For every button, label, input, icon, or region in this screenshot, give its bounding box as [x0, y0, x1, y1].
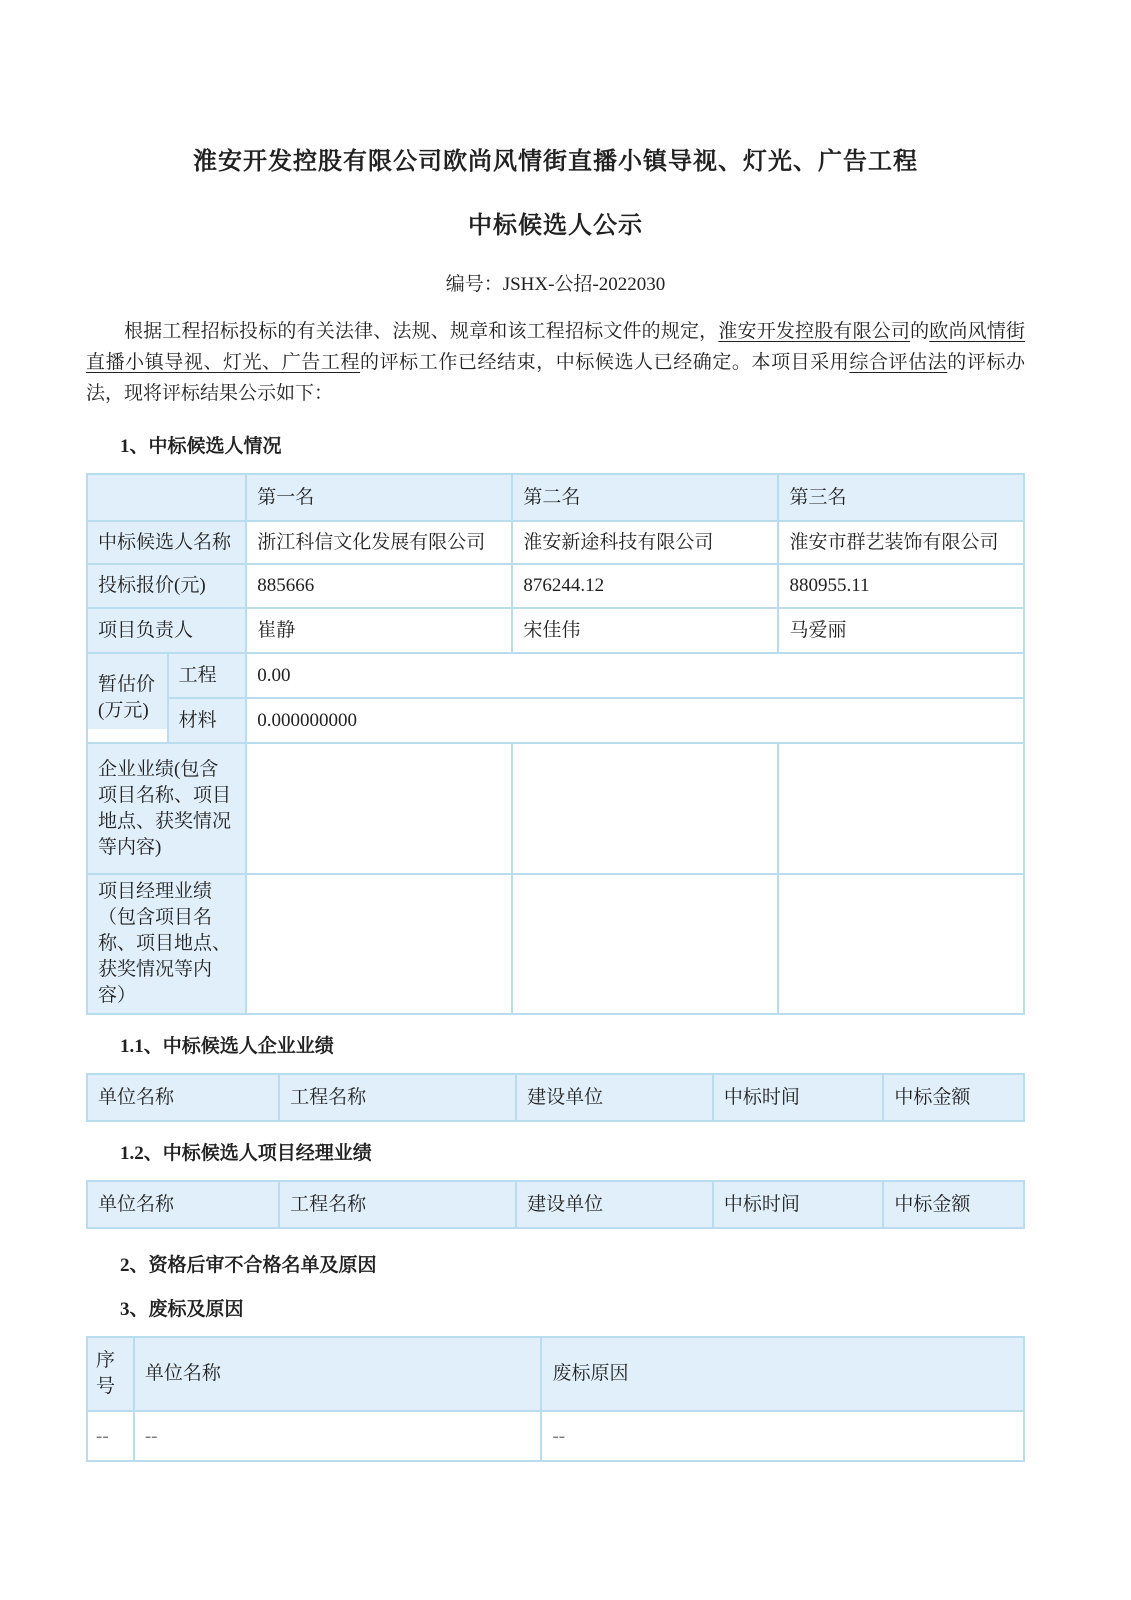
section-3-heading: 3、废标及原因 — [120, 1299, 244, 1320]
row-label-project-manager: 项目负责人 — [87, 608, 246, 653]
intro-text-0: 根据工程招标投标的有关法律、法规、规章和该工程招标文件的规定， — [124, 321, 719, 342]
section-1-2-heading: 1.2、中标候选人项目经理业绩 — [120, 1143, 372, 1164]
row-label-bid-price: 投标报价(元) — [87, 564, 246, 608]
document-title-line1: 淮安开发控股有限公司欧尚风情街直播小镇导视、灯光、广告工程 — [193, 149, 918, 175]
value-cell: 宋佳伟 — [512, 608, 778, 653]
col-header-award-time: 中标时间 — [713, 1181, 884, 1228]
section-1-heading: 1、中标候选人情况 — [120, 436, 282, 457]
value-cell: 淮安市群艺装饰有限公司 — [778, 521, 1024, 564]
col-header-award-time: 中标时间 — [713, 1074, 884, 1121]
empty-cell — [246, 874, 512, 1014]
value-cell: 876244.12 — [512, 564, 778, 608]
corner-cell — [87, 474, 246, 521]
empty-cell — [512, 874, 778, 1014]
row-label-manager-performance: 项目经理业绩（包含项目名称、项目地点、获奖情况等内容） — [87, 874, 246, 1014]
value-cell: 0.000000000 — [246, 698, 1024, 743]
table-row — [87, 743, 1024, 874]
row-label-enterprise-performance: 企业业绩(包含项目名称、项目地点、获奖情况等内容) — [87, 743, 246, 874]
value-cell: 马爱丽 — [778, 608, 1024, 653]
col-header-company: 单位名称 — [87, 1181, 279, 1228]
col-header-reason: 废标原因 — [541, 1337, 1024, 1411]
company-cell: -- — [134, 1411, 542, 1461]
intro-text-2: 的评标工作已经结束，中标候选人已经确定。本项目采用 — [360, 352, 850, 373]
value-cell: 淮安新途科技有限公司 — [512, 521, 778, 564]
document-number: 编号：JSHX-公招-2022030 — [445, 274, 666, 295]
table-row — [87, 1411, 1024, 1461]
row-label-estimate: 暂估价 (万元) — [87, 653, 168, 743]
intro-underline-company: 淮安开发控股有限公司 — [718, 321, 911, 342]
intro-text-3: 的评标办法，现将评标结果公示如下： — [86, 352, 1025, 404]
intro-paragraph — [86, 316, 1025, 409]
enterprise-performance-table — [86, 1073, 1025, 1122]
col-header-rank1: 第一名 — [246, 474, 512, 521]
section-1-1-heading: 1.1、中标候选人企业业绩 — [120, 1036, 334, 1057]
value-cell: 崔静 — [246, 608, 512, 653]
table-row — [87, 1074, 1024, 1121]
row-label-candidate-name: 中标候选人名称 — [87, 521, 246, 564]
document-title-line2: 中标候选人公示 — [468, 213, 643, 239]
empty-cell — [778, 743, 1024, 874]
seq-cell: -- — [87, 1411, 134, 1461]
empty-cell — [512, 743, 778, 874]
col-header-rank3: 第三名 — [778, 474, 1024, 521]
col-header-award-amount: 中标金额 — [883, 1181, 1024, 1228]
col-header-owner: 建设单位 — [516, 1181, 713, 1228]
value-cell: 浙江科信文化发展有限公司 — [246, 521, 512, 564]
col-header-owner: 建设单位 — [516, 1074, 713, 1121]
value-cell: 885666 — [246, 564, 512, 608]
intro-underline-method: 综合评估法 — [849, 352, 948, 373]
sub-label-engineering: 工程 — [168, 653, 247, 698]
table-row — [87, 698, 1024, 743]
col-header-rank2: 第二名 — [512, 474, 778, 521]
table-row — [87, 1337, 1024, 1411]
intro-underline-project: 欧尚风情街直播小镇导视、灯光、广告工程 — [86, 321, 1025, 373]
col-header-project: 工程名称 — [279, 1074, 516, 1121]
table-row — [87, 1181, 1024, 1228]
col-header-company: 单位名称 — [87, 1074, 279, 1121]
reason-cell: -- — [541, 1411, 1024, 1461]
table-row — [87, 564, 1024, 608]
manager-performance-table — [86, 1180, 1025, 1229]
table-row — [87, 653, 1024, 698]
table-row — [87, 474, 1024, 521]
table-row — [87, 874, 1024, 1014]
empty-cell — [778, 874, 1024, 1014]
col-header-company: 单位名称 — [134, 1337, 542, 1411]
col-header-award-amount: 中标金额 — [883, 1074, 1024, 1121]
table-row — [87, 608, 1024, 653]
sub-label-material: 材料 — [168, 698, 247, 743]
col-header-seq: 序号 — [87, 1337, 134, 1411]
intro-text-1: 的 — [910, 321, 930, 342]
value-cell: 880955.11 — [778, 564, 1024, 608]
col-header-project: 工程名称 — [279, 1181, 516, 1228]
table-row — [87, 521, 1024, 564]
rejected-bids-table — [86, 1336, 1025, 1462]
section-2-heading: 2、资格后审不合格名单及原因 — [120, 1255, 377, 1276]
empty-cell — [246, 743, 512, 874]
candidates-table — [86, 473, 1025, 1015]
value-cell: 0.00 — [246, 653, 1024, 698]
